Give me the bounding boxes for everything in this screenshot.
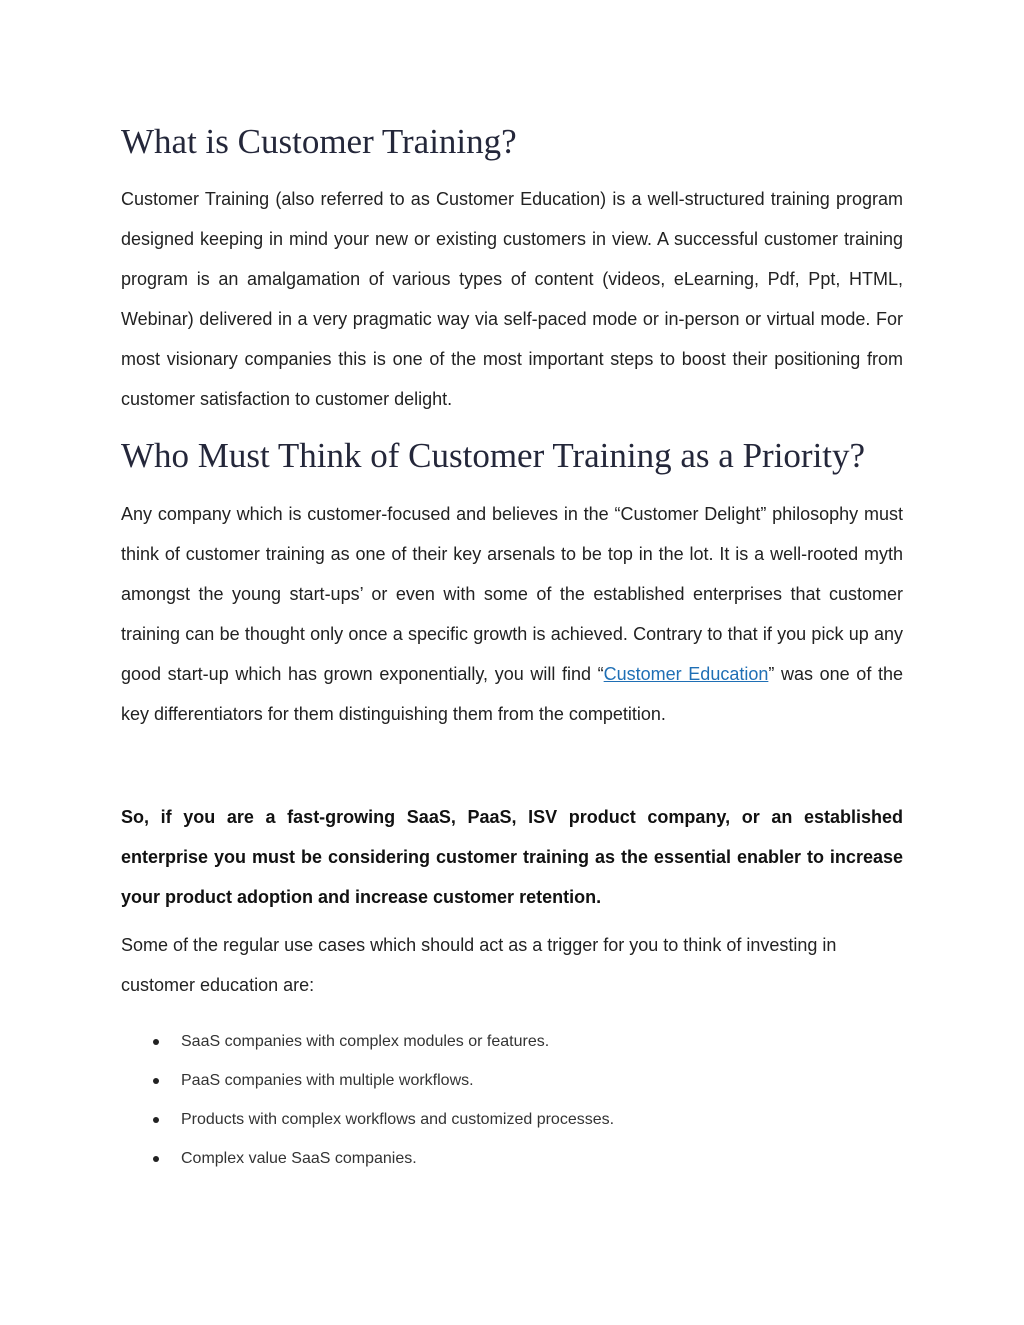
heading-who-must-think: Who Must Think of Customer Training as a Priority?: [121, 436, 866, 475]
list-item: [121, 1107, 614, 1146]
paragraph-text-before-link: Any company which is customer-focused and believes in the “Customer Delight” philosophy must think of customer training as one of their key arsenals to be top in the lot. It is a well-rooted myth amongst the young start-ups’ or even with some of the established enterprises that customer training can be thought only once a specific growth is achieved. Contrary to that if you pick up any good start-up which has grown exponentially, you will find “: [121, 504, 903, 684]
paragraph-text-after-link: ” was one of the key differentiators for them distinguishing them from the competition.: [121, 664, 903, 724]
list-item-text: PaaS companies with multiple workflows.: [181, 1072, 474, 1089]
list-item-text: Complex value SaaS companies.: [181, 1150, 417, 1167]
bold-paragraph-saas-paas: So, if you are a fast-growing SaaS, PaaS, ISV product company, or an established enterprise you must be considering customer training as the essential enabler to increase your product adoption and increase customer retention.: [121, 807, 903, 907]
bullet-icon: [153, 1039, 159, 1045]
list-item-text: SaaS companies with complex modules or features.: [181, 1033, 550, 1050]
paragraph-customer-training-definition: Customer Training (also referred to as Customer Education) is a well-structured training program designed keeping in mind your new or existing customers in view. A successful customer training program is an amalgamation of various types of content (videos, eLearning, Pdf, Ppt, HTML, Webinar) delivered in a very pragmatic way via self-paced mode or in-person or virtual mode. For most visionary companies this is one of the most important steps to boost their positioning from customer satisfaction to customer delight.: [121, 189, 903, 409]
list-item: [121, 1146, 614, 1185]
bullet-icon: [153, 1117, 159, 1123]
paragraph-use-cases-intro: Some of the regular use cases which should act as a trigger for you to think of investing in customer education are:: [121, 935, 837, 995]
use-case-bullet-list: [121, 1029, 614, 1185]
bullet-icon: [153, 1078, 159, 1084]
list-item-text: Products with complex workflows and customized processes.: [181, 1111, 615, 1128]
bullet-icon: [153, 1156, 159, 1162]
heading-what-is-customer-training: What is Customer Training?: [121, 122, 517, 161]
list-item: [121, 1029, 614, 1068]
paragraph-customer-focused-companies: [121, 494, 903, 734]
list-item: [121, 1068, 614, 1107]
customer-education-link[interactable]: Customer Education: [603, 664, 769, 684]
